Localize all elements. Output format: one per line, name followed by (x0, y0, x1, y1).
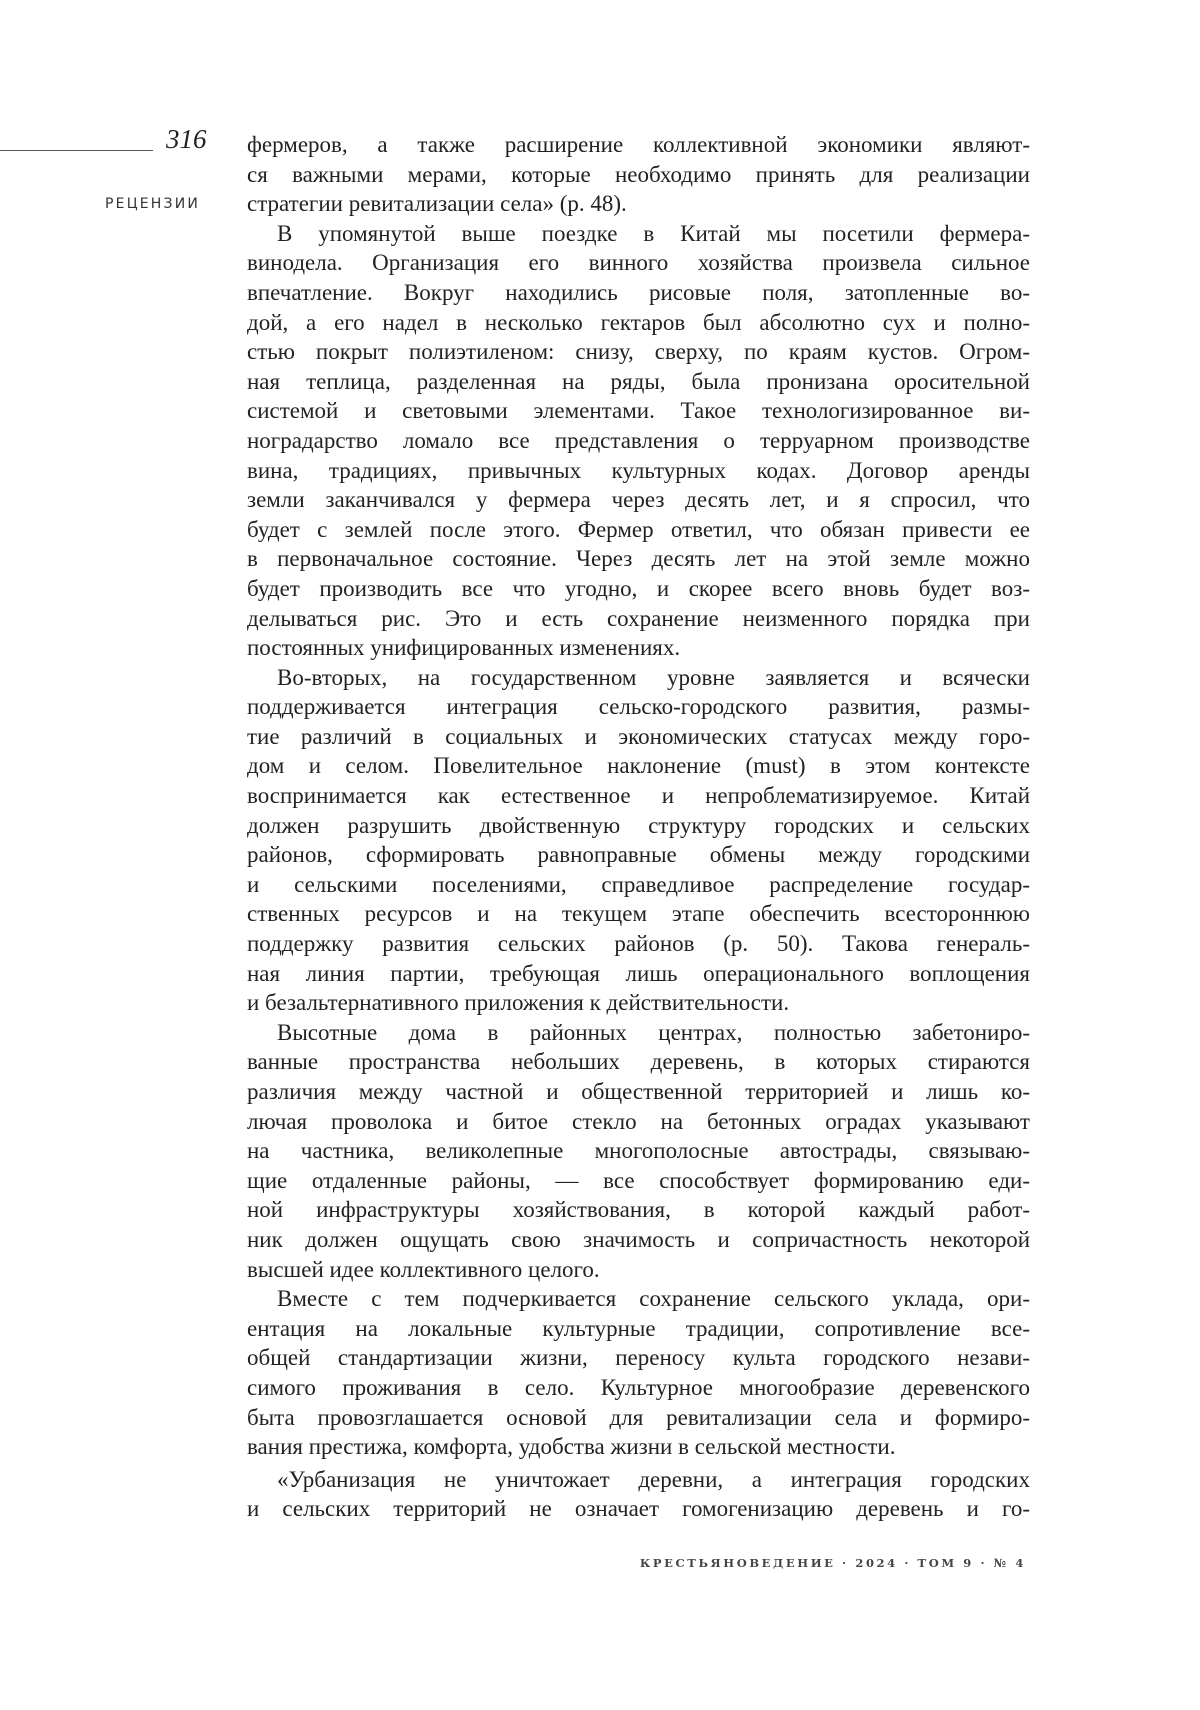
text-line: Высотные дома в районных центрах, полностью забетониро- (277, 1019, 1030, 1045)
text-line: на частника, великолепные многополосные автострады, связываю- (247, 1138, 1030, 1164)
paragraph (247, 219, 1030, 663)
text-line: ной инфраструктуры хозяйствования, в которой каждый работ- (247, 1197, 1030, 1223)
text-line: должен разрушить двойственную структуру городских и сельских (247, 812, 1030, 838)
text-line: В упомянутой выше поездке в Китай мы посетили фермера- (277, 220, 1030, 246)
text-line: ная теплица, разделенная на ряды, была пронизана оросительной (247, 368, 1030, 394)
text-line: будет производить все что угодно, и скорее всего вновь будет воз- (247, 575, 1030, 601)
text-line: ник должен ощущать свою значимость и сопричастность некоторой (247, 1226, 1030, 1252)
text-line: будет с землей после этого. Фермер ответил, что обязан привести ее (247, 516, 1030, 542)
text-line: и сельскими поселениями, справедливое распределение государ- (247, 871, 1030, 897)
header-rule (0, 150, 153, 151)
text-line: ся важными мерами, которые необходимо принять для реализации (247, 161, 1030, 187)
text-line: «Урбанизация не уничтожает деревни, а интеграция городских (277, 1466, 1030, 1492)
text-line: системой и световыми элементами. Такое технологизированное ви- (247, 398, 1030, 424)
text-line: щие отдаленные районы, — все способствует формированию еди- (247, 1167, 1030, 1193)
text-line: различия между частной и общественной территорией и лишь ко- (247, 1079, 1030, 1104)
text-line: фермеров, а также расширение коллективной экономики являют- (247, 132, 1030, 157)
text-line: дом и селом. Повелительное наклонение (must) в этом контексте (247, 753, 1030, 779)
text-line: в первоначальное состояние. Через десять лет на этой земле можно (247, 546, 1030, 572)
text-line: высшей идее коллективного целого. (247, 1256, 600, 1282)
text-line: делываться рис. Это и есть сохранение неизменного порядка при (247, 605, 1030, 631)
text-line: винодела. Организация его винного хозяйства произвела сильное (247, 250, 1030, 276)
paragraph (247, 1284, 1030, 1462)
article-body (247, 130, 1030, 1524)
text-line: общей стандартизации жизни, переносу культа городского незави- (247, 1345, 1030, 1371)
page-number: 316 (166, 124, 207, 154)
text-line: Во-вторых, на государственном уровне заявляется и всячески (277, 664, 1030, 690)
text-line: стью покрыт полиэтиленом: снизу, сверху, по краям кустов. Огром- (247, 339, 1030, 365)
text-line: постоянных унифицированных изменениях. (247, 635, 681, 661)
paragraph (247, 130, 1030, 219)
text-line: ственных ресурсов и на текущем этапе обеспечить всестороннюю (247, 901, 1030, 927)
section-label: РЕЦЕНЗИИ (105, 196, 201, 212)
running-footer: КРЕСТЬЯНОВЕДЕНИЕ · 2024 · ТОМ 9 · № 4 (639, 1556, 1026, 1570)
text-line: вания престижа, комфорта, удобства жизни в сельской местности. (247, 1434, 896, 1460)
text-line: тие различий в социальных и экономических статусах между горо- (247, 723, 1030, 749)
text-line: ная линия партии, требующая лишь операционального воплощения (247, 960, 1030, 986)
text-line: Вместе с тем подчеркивается сохранение сельского уклада, ори- (277, 1286, 1030, 1312)
text-line: районов, сформировать равноправные обмены между городскими (247, 842, 1030, 868)
text-line: ноградарство ломало все представления о терруарном производстве (247, 427, 1030, 453)
text-line: стратегии ревитализации села» (p. 48). (247, 191, 627, 217)
text-line: поддерживается интеграция сельско-городского развития, размы- (247, 694, 1030, 720)
text-line: впечатление. Вокруг находились рисовые поля, затопленные во- (247, 279, 1030, 305)
text-line: земли заканчивался у фермера через десять лет, и я спросил, что (247, 487, 1030, 513)
text-line: поддержку развития сельских районов (p. 50). Такова генераль- (247, 931, 1030, 957)
paragraph (247, 1465, 1030, 1524)
text-line: и сельских территорий не означает гомогенизацию деревень и го- (247, 1496, 1030, 1522)
text-line: ентация на локальные культурные традиции, сопротивление все- (247, 1315, 1030, 1341)
text-line: вина, традициях, привычных культурных кодах. Договор аренды (247, 457, 1030, 483)
text-line: лючая проволока и битое стекло на бетонных оградах указывают (247, 1108, 1030, 1134)
text-line: дой, а его надел в несколько гектаров был абсолютно сух и полно- (247, 309, 1030, 335)
text-line: и безальтернативного приложения к действительности. (247, 990, 790, 1016)
text-line: симого проживания в село. Культурное многообразие деревенского (247, 1374, 1030, 1400)
paragraph (247, 1018, 1030, 1284)
text-line: ванные пространства небольших деревень, в которых стираются (247, 1049, 1030, 1075)
text-line: воспринимается как естественное и непроблематизируемое. Китай (247, 783, 1030, 809)
paragraph (247, 663, 1030, 1018)
text-line: быта провозглашается основой для ревитализации села и формиро- (247, 1404, 1030, 1430)
